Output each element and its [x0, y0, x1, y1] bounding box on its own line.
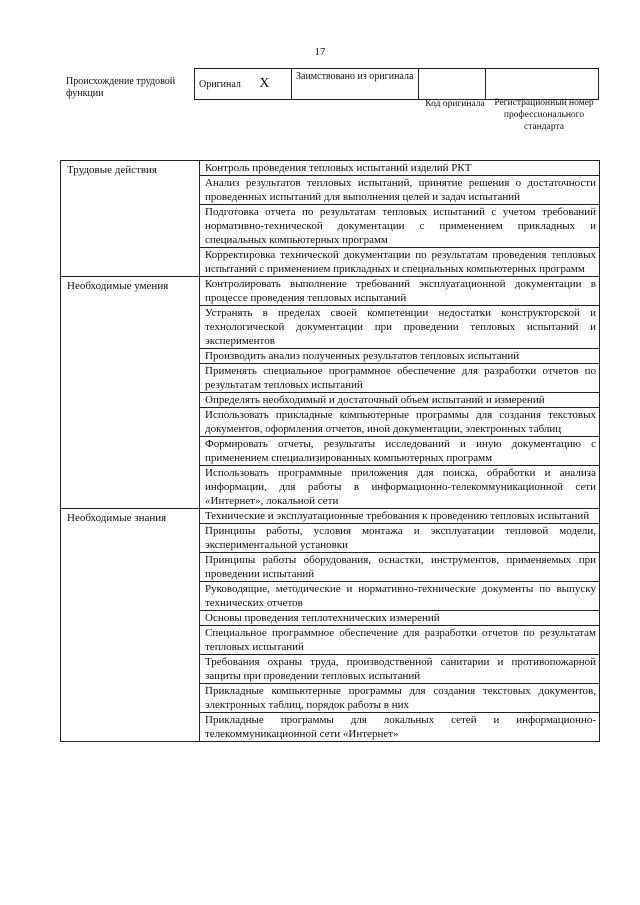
- table-row: [61, 509, 600, 524]
- item-cell: Контролировать выполнение требований эксплуатационной документации в процессе проведения тепловых испытаний: [200, 277, 600, 306]
- category-cell: Трудовые действия: [61, 161, 200, 277]
- item-cell: Руководящие, методические и нормативно-технические документы по выпуску технических отчетов: [200, 582, 600, 611]
- original-mark: X: [259, 76, 270, 91]
- item-cell: Использовать программные приложения для поиска, обработки и анализа информации, для работы в информационно-телекоммуникационной сети «Интернет», локальной сети: [200, 466, 600, 509]
- item-cell: Принципы работы оборудования, оснастки, инструментов, применяемых при проведении испытаний: [200, 553, 600, 582]
- item-cell: Технические и эксплуатационные требования к проведению тепловых испытаний: [200, 509, 600, 524]
- item-cell: Использовать прикладные компьютерные программы для создания текстовых документов, оформления отчетов, иной документации, электронных таблиц: [200, 408, 600, 437]
- item-cell: Корректировка технической документации по результатам проведения тепловых испытаний с применением прикладных и специальных компьютерных программ: [200, 248, 600, 277]
- table-row: [61, 161, 600, 176]
- origin-table: [194, 68, 599, 100]
- category-cell: Необходимые знания: [61, 509, 200, 742]
- item-cell: Прикладные программы для локальных сетей и информационно-телекоммуникационной сети «Интернет»: [200, 713, 600, 742]
- item-cell: Производить анализ полученных результатов тепловых испытаний: [200, 349, 600, 364]
- item-cell: Контроль проведения тепловых испытаний изделий РКТ: [200, 161, 600, 176]
- item-cell: Применять специальное программное обеспечение для разработки отчетов по результатам тепловых испытаний: [200, 364, 600, 393]
- origin-label: Происхождение трудовой функции: [66, 76, 176, 99]
- labor-function-table: [60, 160, 600, 742]
- item-cell: Подготовка отчета по результатам тепловых испытаний с учетом требований нормативно-технической документации с применением прикладных и специальных компьютерных программ: [200, 205, 600, 248]
- item-cell: Прикладные компьютерные программы для создания текстовых документов, электронных таблиц, порядок работы в них: [200, 684, 600, 713]
- category-cell: Необходимые умения: [61, 277, 200, 509]
- item-cell: Формировать отчеты, результаты исследований и иную документацию с применением специализированных компьютерных программ: [200, 437, 600, 466]
- registration-number-cell: [486, 69, 599, 100]
- page-number: 17: [314, 46, 326, 58]
- borrowed-label: Заимствовано из оригинала: [292, 69, 419, 100]
- item-cell: Принципы работы, условия монтажа и эксплуатации тепловой модели, экспериментальной установки: [200, 524, 600, 553]
- original-code-cell: [419, 69, 486, 100]
- original-cell: [195, 69, 292, 100]
- item-cell: Основы проведения теплотехнических измерений: [200, 611, 600, 626]
- item-cell: Устранять в пределах своей компетенции недостатки конструкторской и технологической документации при проведении тепловых испытаний и экспериментов: [200, 306, 600, 349]
- item-cell: Требования охраны труда, производственной санитарии и противопожарной защиты при проведении тепловых испытаний: [200, 655, 600, 684]
- table-row: [61, 277, 600, 306]
- registration-caption: Регистрационный номер профессионального стандарта: [494, 98, 594, 132]
- code-caption: Код оригинала: [425, 99, 485, 109]
- original-label: Оригинал: [199, 79, 241, 90]
- item-cell: Определять необходимый и достаточный объем испытаний и измерений: [200, 393, 600, 408]
- item-cell: Анализ результатов тепловых испытаний, принятие решения о достаточности проведенных испытаний для выполнения целей и задач испытаний: [200, 176, 600, 205]
- item-cell: Специальное программное обеспечение для разработки отчетов по результатам тепловых испытаний: [200, 626, 600, 655]
